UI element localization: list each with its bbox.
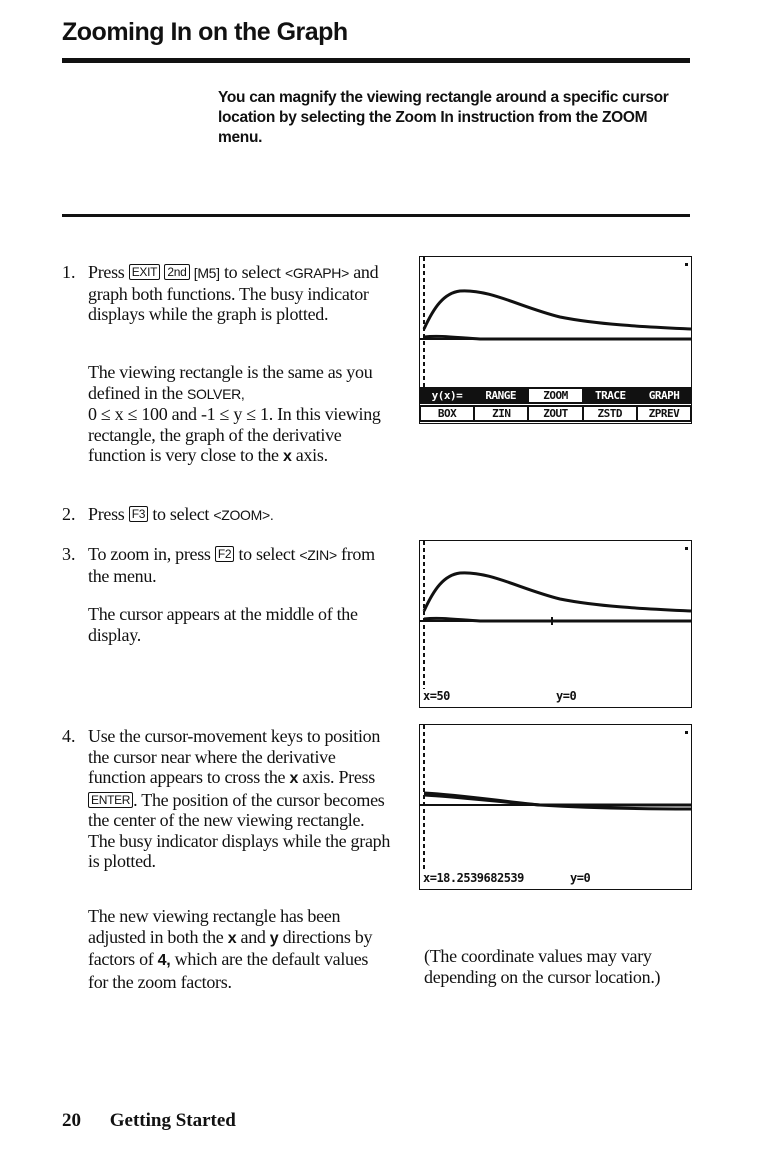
step-4-detail: The new viewing rectangle has been adjusted in both the x and y directions by factors of 4, which are the default values for the zoom factors. bbox=[88, 906, 373, 992]
step-1-text: Press EXIT 2nd [M5] to select <GRAPH> and graph both functions. The busy indicator displays while the graph is plotted. bbox=[88, 262, 379, 324]
cursor-y-readout: y=0 bbox=[556, 689, 577, 703]
section-rule bbox=[62, 214, 690, 217]
cursor-x-readout: x=50 bbox=[423, 689, 450, 703]
cursor-y-readout: y=0 bbox=[570, 871, 591, 885]
enter-key: ENTER bbox=[88, 792, 133, 808]
calculator-screen-2 bbox=[419, 540, 692, 708]
calculator-screen-1 bbox=[419, 256, 692, 424]
calculator-screen-3 bbox=[419, 724, 692, 890]
f2-key: F2 bbox=[215, 546, 234, 562]
step-2-text: Press F3 to select <ZOOM>. bbox=[88, 504, 274, 524]
graph-plot-2 bbox=[420, 541, 691, 707]
title-rule bbox=[62, 58, 690, 63]
2nd-key: 2nd bbox=[164, 264, 189, 280]
step-1-number: 1. bbox=[62, 262, 76, 282]
step-3-text: To zoom in, press F2 to select <ZIN> from the menu. bbox=[88, 544, 375, 586]
cursor-x-readout: x=18.2539682539 bbox=[423, 871, 524, 885]
page-title: Zooming In on the Graph bbox=[62, 18, 348, 46]
step-4-text: Use the cursor-movement keys to position the cursor near where the derivative function appears to cross the x axis. Press ENTER . The position of the cursor becomes the center of the new viewing rectangle. The busy indicator displays while the graph is plotted. bbox=[88, 726, 391, 871]
step-3-number: 3. bbox=[62, 544, 76, 564]
page-footer bbox=[62, 1110, 236, 1132]
page-number: 20 bbox=[62, 1110, 81, 1131]
intro-text: You can magnify the viewing rectangle around a specific cursor location by selecting the Zoom In instruction from the ZOOM menu. bbox=[218, 89, 669, 146]
f3-key: F3 bbox=[129, 506, 148, 522]
section-name: Getting Started bbox=[109, 1110, 236, 1131]
zoom-menu: BOX ZIN ZOUT ZSTD ZPREV bbox=[420, 405, 691, 422]
graph-plot-1 bbox=[420, 257, 691, 387]
coordinate-note: (The coordinate values may vary depending on the cursor location.) bbox=[424, 946, 661, 987]
step-2-number: 2. bbox=[62, 504, 76, 524]
graph-menu: y(x)= RANGE ZOOM TRACE GRAPH bbox=[420, 387, 691, 404]
step-4-number: 4. bbox=[62, 726, 76, 746]
step-3-detail: The cursor appears at the middle of the display. bbox=[88, 604, 358, 645]
exit-key: EXIT bbox=[129, 264, 160, 280]
graph-plot-3 bbox=[420, 725, 691, 889]
step-1-detail: The viewing rectangle is the same as you defined in the SOLVER, 0 ≤ x ≤ 100 and -1 ≤ y ≤ 1. In this viewing rectangle, the graph of the derivative function is very close to the x axis. bbox=[88, 362, 381, 465]
